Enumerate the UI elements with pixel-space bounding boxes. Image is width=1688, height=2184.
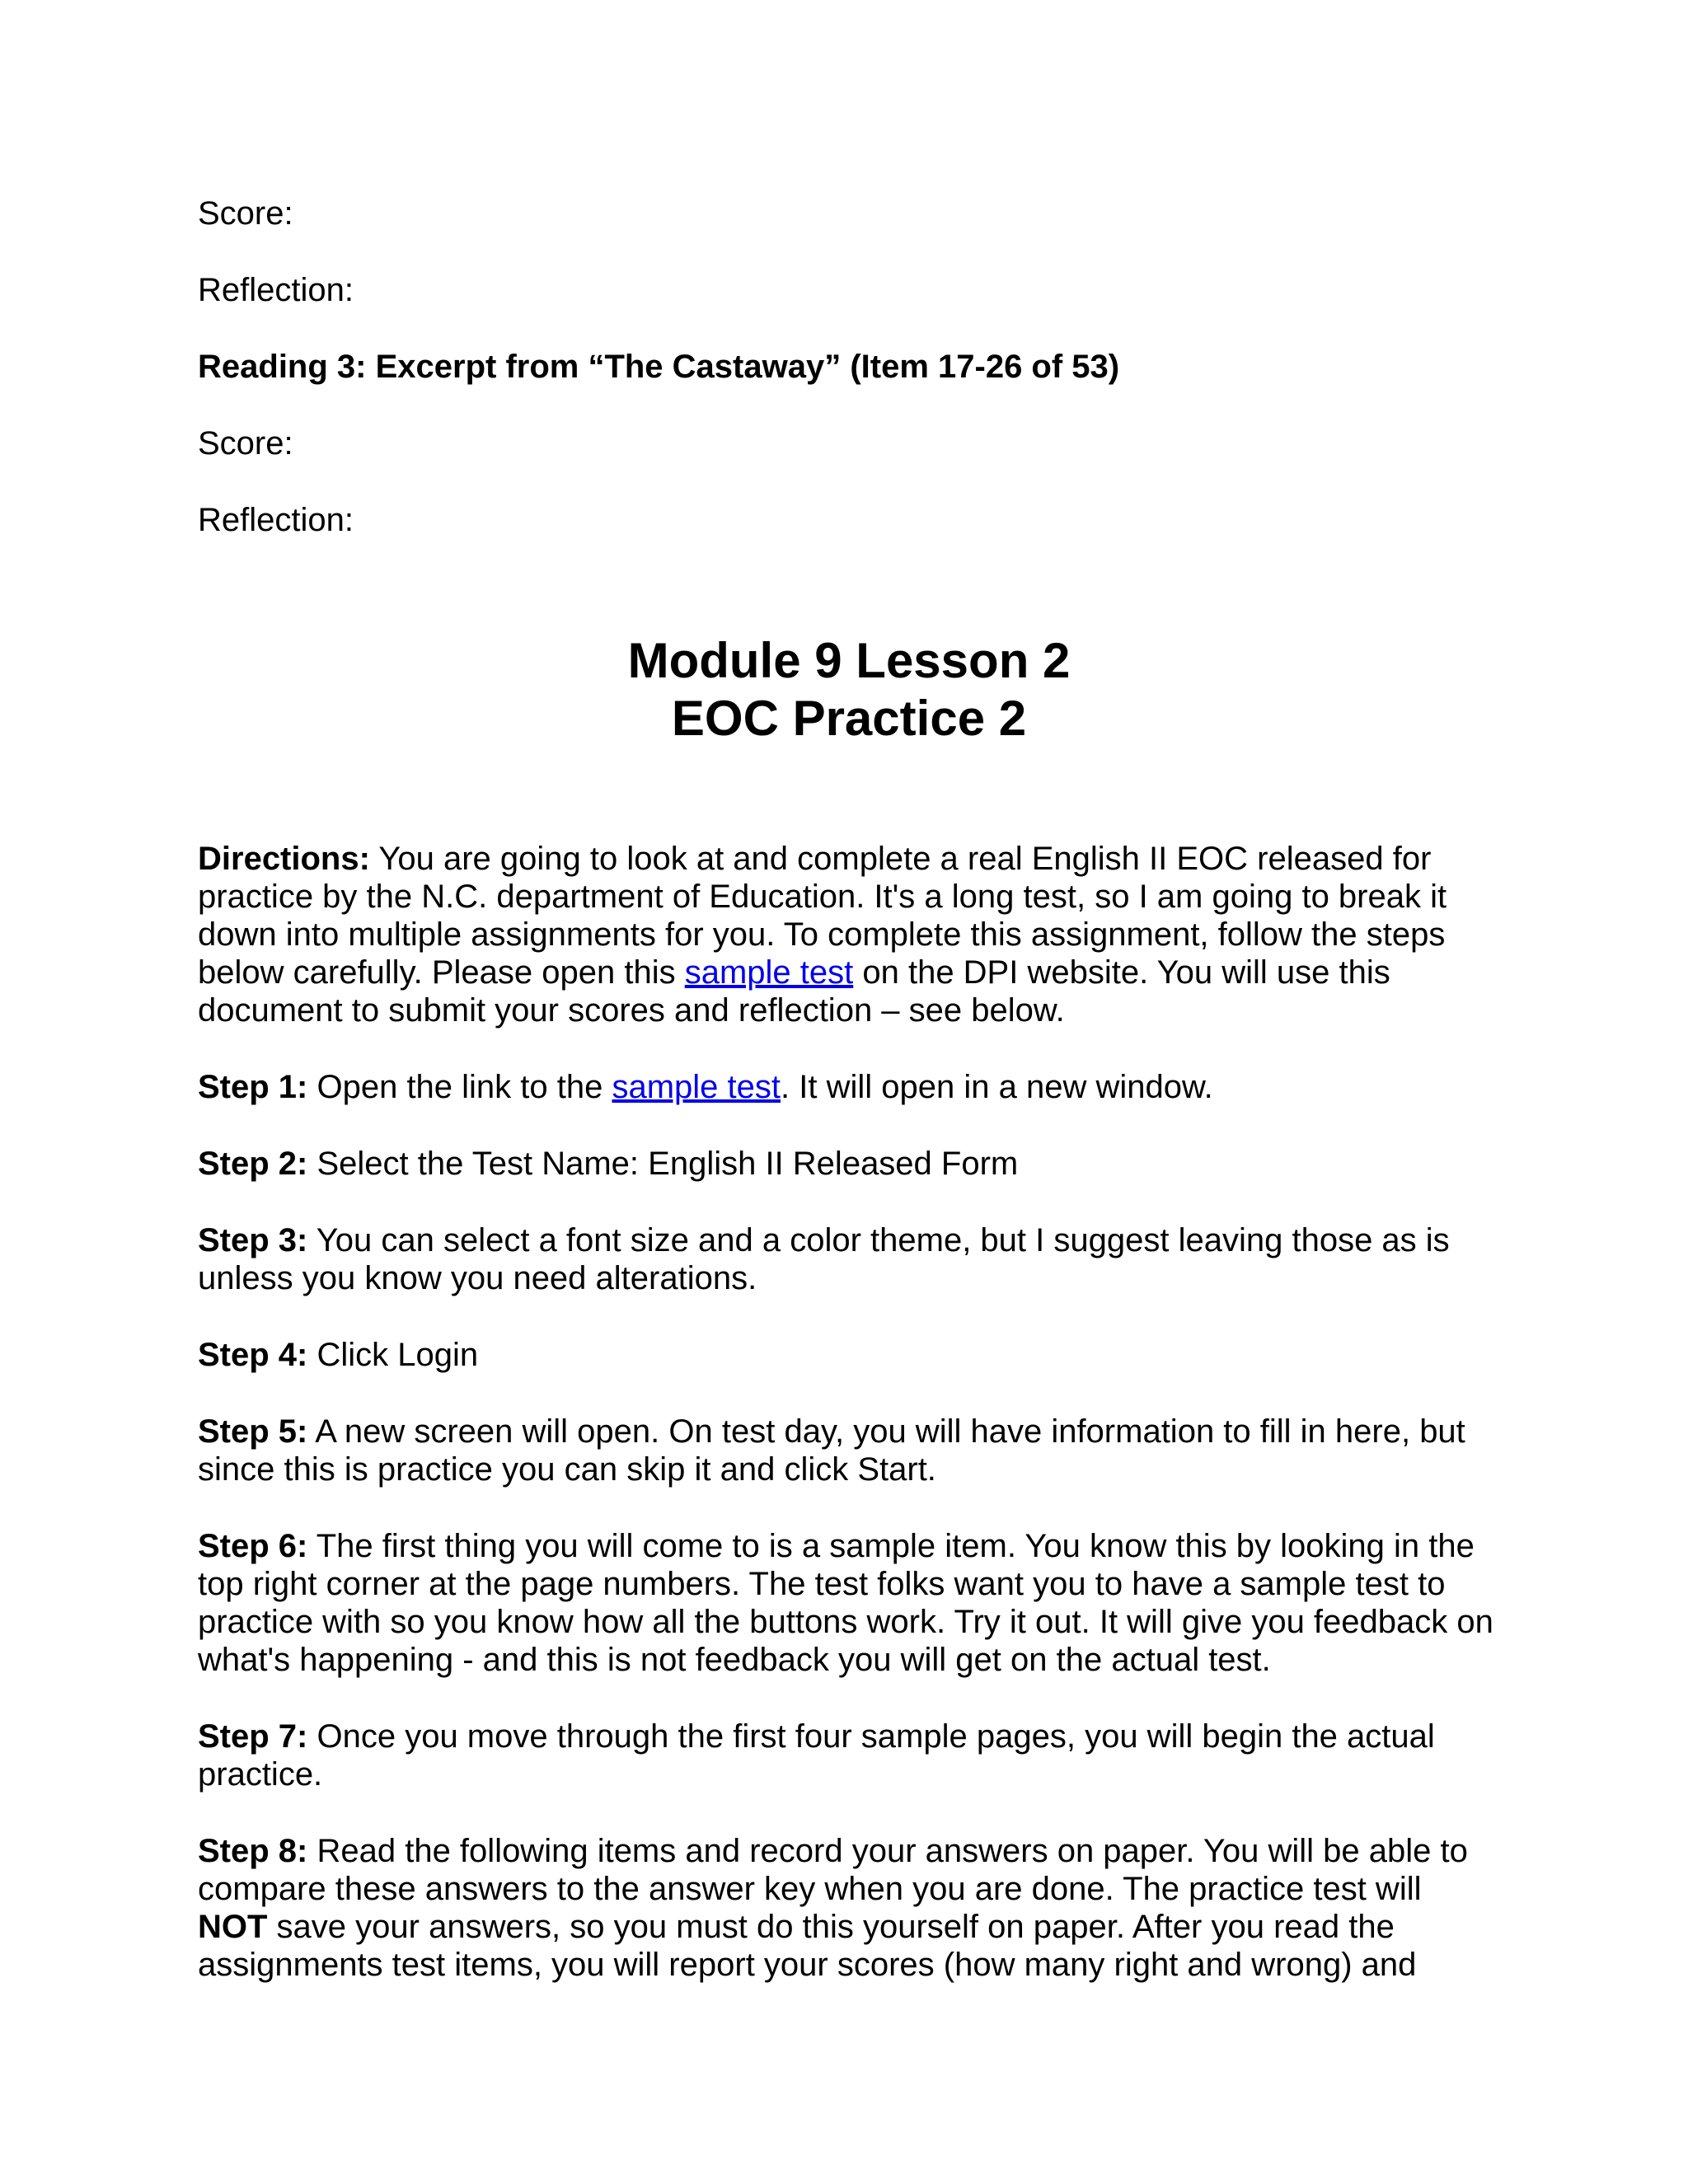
- step-7-text: Once you move through the first four sample pages, you will begin the actual practice.: [198, 1718, 1435, 1793]
- score-label-2-text: Score:: [198, 425, 293, 462]
- step-8-label: Step 8:: [198, 1833, 308, 1869]
- title-line-2: EOC Practice 2: [671, 691, 1027, 746]
- step-8-not-emphasis: NOT: [198, 1909, 268, 1945]
- page-title: [198, 632, 1500, 748]
- directions-text-b: on the DPI website. You will use this document to submit your scores and reflection – see below.: [198, 954, 1390, 1029]
- step-3: [198, 1221, 1500, 1297]
- step-8-text-b: save your answers, so you must do this yourself on paper. After you read the assignments test items, you will report your scores (how many right and wrong) and: [198, 1909, 1417, 1983]
- step-4: [198, 1336, 1500, 1374]
- step-1-text-b: . It will open in a new window.: [781, 1069, 1213, 1105]
- reflection-label-text: Reflection:: [198, 272, 354, 308]
- sample-test-link[interactable]: sample test: [684, 954, 854, 991]
- step-7: [198, 1718, 1500, 1793]
- score-label: [198, 194, 1500, 232]
- step-5-label: Step 5:: [198, 1413, 308, 1450]
- directions-text-a: You are going to look at and complete a real English II EOC released for practice by the N.C. department of Education. It's a long test, so I am going to break it down into multiple assignments for you. To complete this assignment, follow the steps below carefully. Please open this: [198, 841, 1447, 991]
- step-5-text: A new screen will open. On test day, you will have information to fill in here, but since this is practice you can skip it and click Start.: [198, 1413, 1465, 1488]
- step-8: [198, 1832, 1500, 1984]
- step-6: [198, 1527, 1500, 1679]
- step-4-text: Click Login: [307, 1337, 479, 1373]
- step-6-label: Step 6:: [198, 1528, 308, 1564]
- step-6-text: The first thing you will come to is a sample item. You know this by looking in the top right corner at the page numbers. The test folks want you to have a sample test to practice with so you know how all the buttons work. Try it out. It will give you feedback on what's happening - and this is not feedback you will get on the actual test.: [198, 1528, 1493, 1678]
- directions-paragraph: [198, 840, 1500, 1029]
- step-1: [198, 1068, 1500, 1106]
- reflection-label-2-text: Reflection:: [198, 502, 354, 538]
- step-7-label: Step 7:: [198, 1718, 308, 1755]
- reading3-heading: [198, 348, 1500, 386]
- reading3-heading-text: Reading 3: Excerpt from “The Castaway” (Item 17-26 of 53): [198, 349, 1120, 385]
- step-3-text: You can select a font size and a color theme, but I suggest leaving those as is unless you know you need alterations.: [198, 1222, 1450, 1296]
- step-2-label: Step 2:: [198, 1146, 308, 1182]
- step-8-text-a: Read the following items and record your answers on paper. You will be able to compare these answers to the answer key when you are done. The practice test will: [198, 1833, 1468, 1907]
- step-4-label: Step 4:: [198, 1337, 308, 1373]
- reflection-label-2: [198, 501, 1500, 539]
- title-line-1: Module 9 Lesson 2: [627, 633, 1071, 688]
- score-label-text: Score:: [198, 195, 293, 232]
- step-3-label: Step 3:: [198, 1222, 308, 1258]
- reflection-label: [198, 271, 1500, 309]
- document-page: [198, 194, 1500, 1984]
- step-1-sample-test-link[interactable]: sample test: [612, 1069, 781, 1105]
- step-2: [198, 1145, 1500, 1183]
- step-2-text: Select the Test Name: English II Released Form: [307, 1146, 1019, 1182]
- step-1-text-a: Open the link to the: [307, 1069, 612, 1105]
- score-label-2: [198, 424, 1500, 462]
- step-5: [198, 1413, 1500, 1488]
- directions-label: Directions:: [198, 841, 370, 877]
- step-1-label: Step 1:: [198, 1069, 308, 1105]
